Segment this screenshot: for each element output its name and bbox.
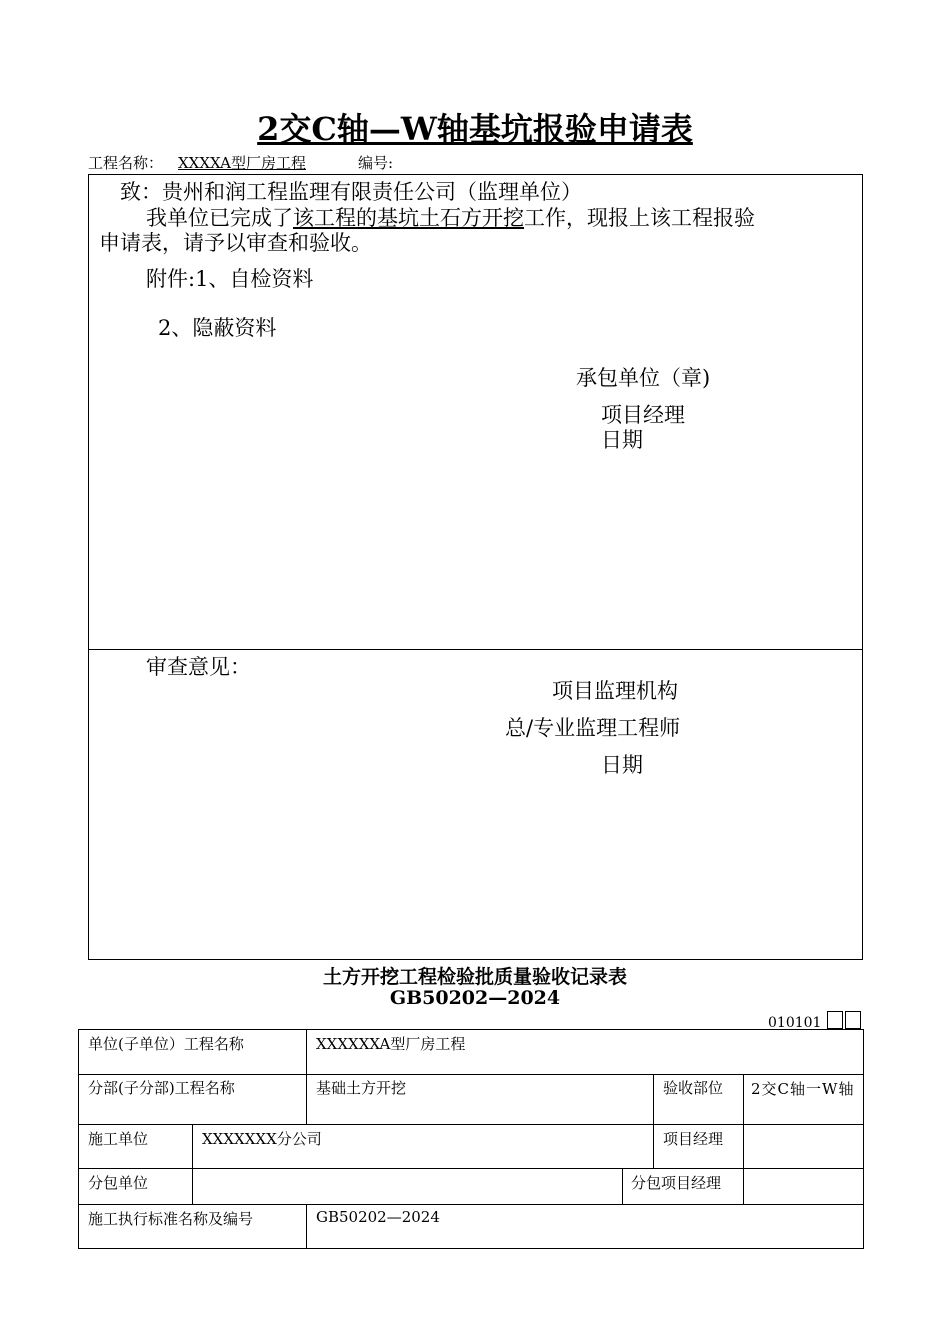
statement-line-1: 我单位已完成了该工程的基坑土石方开挖工作，现报上该工程报验 — [146, 206, 755, 230]
review-opinion-label: 审查意见： — [146, 655, 251, 679]
supervision-engineer-label: 总/专业监理工程师 — [505, 716, 681, 740]
accept-value: 2交C轴一W轴 — [751, 1080, 855, 1098]
row-line — [78, 1168, 864, 1169]
std-value: GB50202—2024 — [316, 1208, 440, 1226]
pm-label: 项目经理 — [663, 1130, 724, 1148]
page-title: 2交C轴—W轴基坑报验申请表 — [257, 110, 693, 148]
col-line — [306, 1029, 307, 1124]
application-date-label: 日期 — [601, 428, 643, 452]
project-manager-label: 项目经理 — [601, 403, 685, 427]
col-line — [653, 1074, 654, 1168]
project-name-value: XXXXA型厂房工程 — [178, 154, 307, 172]
code-box-2 — [845, 1011, 861, 1029]
builder-value: XXXXXXX分公司 — [202, 1130, 322, 1148]
review-date-label: 日期 — [601, 753, 643, 777]
sub-label: 分包单位 — [88, 1174, 149, 1192]
builder-label: 施工单位 — [88, 1130, 149, 1148]
statement-line-2: 申请表，请予以审查和验收。 — [99, 231, 372, 255]
sub-pm-label: 分包项目经理 — [631, 1174, 722, 1192]
part-label: 分部(子分部)工程名称 — [88, 1079, 235, 1097]
record-standard: GB50202—2024 — [389, 987, 561, 1009]
number-label: 编号: — [358, 154, 394, 172]
project-name-label: 工程名称： — [88, 154, 164, 172]
accept-label: 验收部位 — [663, 1079, 724, 1097]
attachment-2: 2、隐蔽资料 — [158, 316, 277, 340]
unit-label: 单位(子单位）工程名称 — [88, 1035, 244, 1053]
col-line — [743, 1074, 744, 1204]
row-line — [78, 1204, 864, 1205]
col-line — [192, 1124, 193, 1204]
supervision-org-label: 项目监理机构 — [552, 679, 678, 703]
std-label: 施工执行标准名称及编号 — [88, 1210, 254, 1228]
unit-value: XXXXXXA型厂房工程 — [316, 1035, 466, 1053]
record-code: 010101 — [768, 1015, 822, 1031]
row-line — [78, 1124, 864, 1125]
section-divider — [88, 649, 863, 650]
attachment-1: 附件:1、自检资料 — [146, 267, 314, 291]
to-line: 致：贵州和润工程监理有限责任公司（监理单位） — [120, 180, 582, 204]
part-value: 基础土方开挖 — [316, 1079, 407, 1097]
record-title: 土方开挖工程检验批质量验收记录表 — [322, 966, 627, 988]
col-line — [306, 1204, 307, 1249]
col-line — [622, 1168, 623, 1204]
row-line — [78, 1074, 864, 1075]
code-box-1 — [827, 1011, 843, 1029]
contractor-seal: 承包单位（章) — [576, 366, 711, 390]
